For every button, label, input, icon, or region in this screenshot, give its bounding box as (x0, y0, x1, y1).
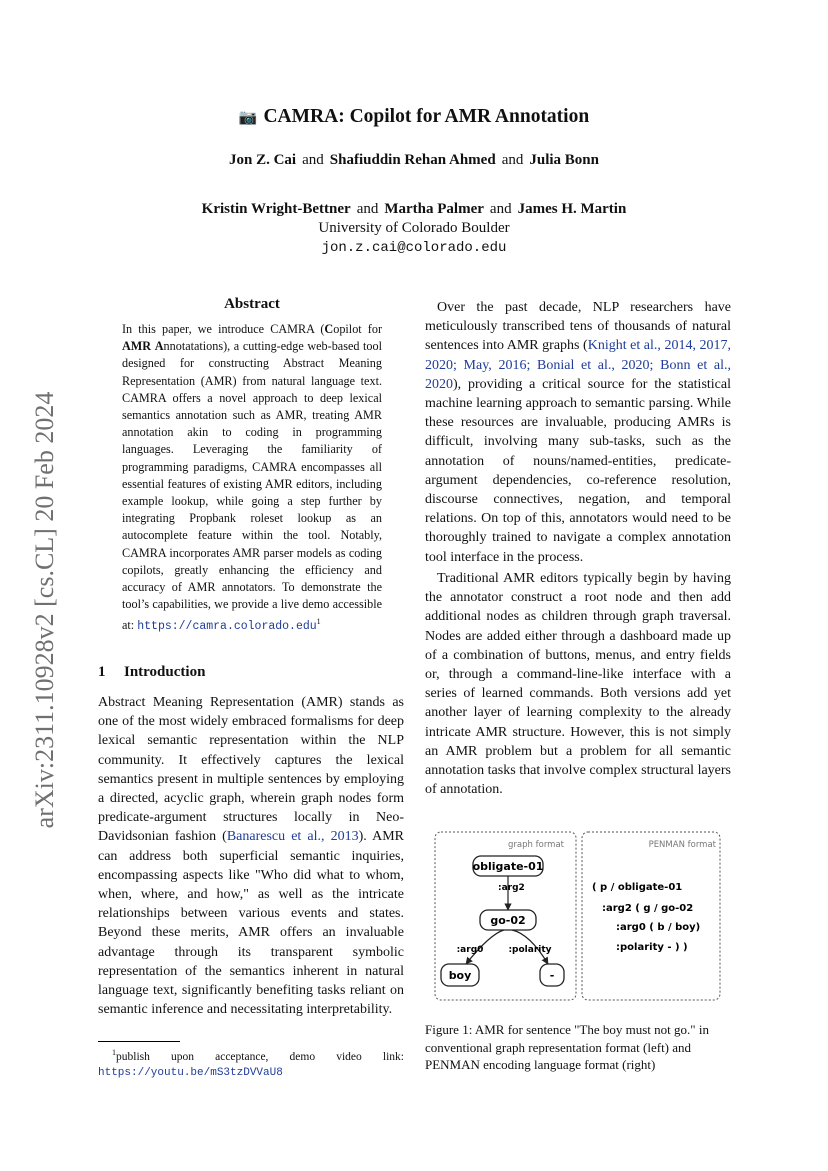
author-name: Julia Bonn (529, 152, 599, 168)
penman-line-4: :polarity - ) ) (616, 942, 688, 953)
author-line-1: Jon Z. Cai and Shafiuddin Rehan Ahmed and Julia Bonn (229, 152, 599, 168)
author-name: Jon Z. Cai (229, 152, 297, 168)
intro-paragraph-3: Traditional AMR editors typically begin by having the annotator construct a root node and then add additional nodes as children through graph traversal. Nodes are added either through a dashboard made up of a combination of buttons, menus, and entry fields or, through a command-line-like interface with a series of learned commands. Both versions add yet another layer of learning complexity to the already intricate AMR structure. However, this is not simply an AMR problem but a problem for all semantic annotation tasks that involve complex structural layers of annotation. (425, 571, 731, 798)
author-name: Kristin Wright-Bettner (201, 201, 351, 217)
amr-figure (430, 830, 726, 1004)
citation-link[interactable]: Knight et al., 2014, 2017, 2020; May, 2016; Bonial et al., 2020; Bonn et al., 2020 (425, 338, 731, 392)
author-email[interactable]: jon.z.cai@colorado.edu (321, 240, 507, 256)
demo-video-link[interactable]: https://youtu.be/mS3tzDVVaU8 (98, 1067, 283, 1080)
author-name: Shafiuddin Rehan Ahmed (329, 152, 496, 168)
footnote: $^1$publish upon acceptance, demo video link: https://youtu.be/mS3tzDVVaU8 (98, 1048, 404, 1080)
abstract-heading: Abstract (224, 296, 280, 312)
paper-title (0, 106, 828, 128)
graph-format-label: graph format (508, 840, 564, 850)
paper-title-text: CAMRA: Copilot for AMR Annotation (263, 106, 590, 127)
node-go-label: go-02 (490, 914, 526, 927)
node-boy-label: boy (448, 969, 472, 982)
abstract-body: In this paper, we introduce CAMRA (Copilot for AMR Annotatations), a cutting-edge web-based tool designed for constructing Abstract Meaning Representation (AMR) from natural language text. CAMRA offers a novel approach to deep lexical semantics annotation such as AMR, treating AMR annotation akin to coding in programming languages. Leveraging the familiarity of programming paradigms, CAMRA encompasses all essential features of existing AMR editors, including example lookup, while going a step further by integrating Propbank roleset lookup as an autocomplete feature within the tool. Notably, CAMRA incorporates AMR parser models as coding copilots, greatly enhancing the efficiency and accuracy of AMR annotators. To demonstrate the tool’s capabilities, we provide a live demo accessible at: https://camra.colorado.edu$^1$ (122, 322, 383, 634)
penman-line-3: :arg0 ( b / boy) (616, 922, 701, 933)
edge-arg2-label: :arg2 (498, 883, 525, 893)
node-obligate-label: obligate-01 (472, 860, 544, 873)
amr-figure-svg (430, 830, 726, 1004)
demo-link[interactable]: https://camra.colorado.edu (137, 620, 317, 634)
section-title: Introduction (124, 664, 206, 680)
arxiv-identifier (20, 360, 70, 860)
penman-line-2: :arg2 ( g / go-02 (602, 903, 694, 914)
intro-paragraph-2: Over the past decade, NLP researchers have meticulously transcribed tens of thousands of natural sentences into AMR graphs (Knight et al., 2014, 2017, 2020; May, 2016; Bonial et al., 2020; Bonn et al., 2020), providing a critical source for the statistical machine learning approach to semantic parsing. While these resources are invaluable, producing AMRs is difficult, involving many sub-tasks, such as the annotation of nouns/named-entities, predicate-argument dependencies, co-reference resolution, discourse connectives, negation, and temporal relations. On top of this, annotators would need to be thoroughly trained to navigate a complex annotation tool interface in the process. (425, 300, 731, 565)
figure-caption: Figure 1: AMR for sentence "The boy must not go." in conventional graph representation format (left) and PENMAN encoding language format (right) (425, 1022, 709, 1072)
intro-paragraph-1: Abstract Meaning Representation (AMR) stands as one of the most widely embraced formalisms for deep lexical semantic representation within the NLP community. It effectively captures the lexical semantics present in multiple sentences by employing a directed, acyclic graph, wherein graph nodes form predicate-argument structures locally in Neo-Davidsonian fashion (Banarescu et al., 2013). AMR can address both superficial semantic inquiries, encompassing aspects like "Who did what to whom, when, where, and how," as well as the intricate relationships between various events and states. Beyond these merits, AMR offers an invaluable advantage through its transparent symbolic representation of the semantics inherent in natural language text, significantly benefiting tasks reliant on semantic inference and necessitating interpretability. (98, 695, 404, 1018)
camera-icon: 📷 (238, 110, 258, 126)
edge-polarity-label: :polarity (508, 945, 552, 955)
arxiv-identifier-text: arXiv:2311.10928v2 [cs.CL] 20 Feb 2024 (30, 391, 59, 829)
affiliation: University of Colorado Boulder (318, 220, 510, 236)
author-name: James H. Martin (517, 201, 627, 217)
penman-panel (582, 832, 720, 1000)
section-heading (98, 664, 205, 681)
citation-link[interactable]: Banarescu et al., 2013 (226, 829, 359, 845)
penman-format-label: PENMAN format (648, 840, 716, 850)
footnote-divider (98, 1041, 180, 1042)
footnote-mark[interactable]: 1 (316, 617, 321, 627)
node-negation-label: - (549, 969, 555, 982)
edge-arg0-label: :arg0 (456, 945, 484, 955)
penman-line-1: ( p / obligate-01 (592, 882, 683, 893)
section-number: 1 (98, 664, 106, 680)
author-line-2: Kristin Wright-Bettner and Martha Palmer and James H. Martin (201, 201, 627, 217)
author-name: Martha Palmer (384, 201, 484, 217)
